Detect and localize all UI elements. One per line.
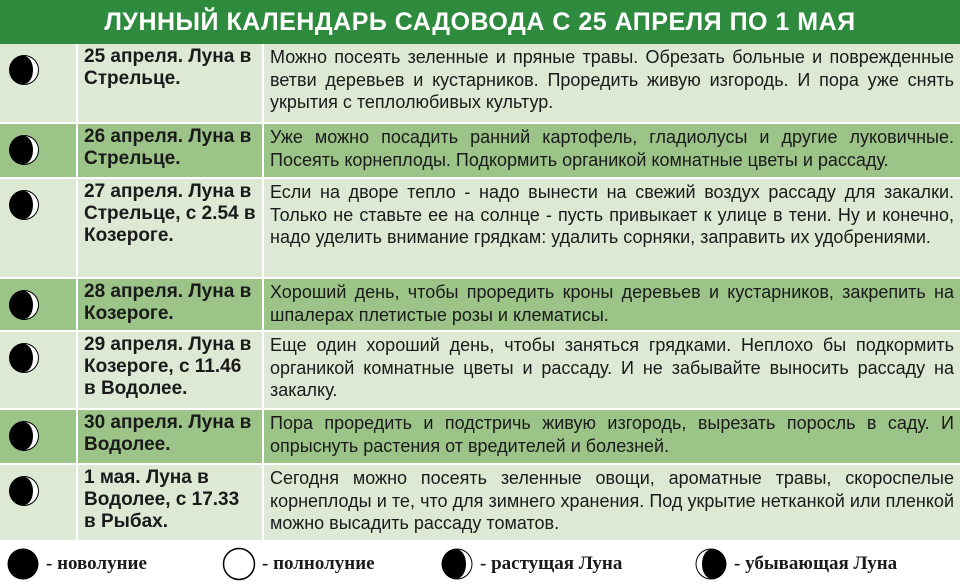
row-text: Уже можно посадить ранний картофель, гладиолусы и другие луковичные. Посеять корнеплоды. Подкормить органикой комнатные цветы и рассаду. [264,124,960,177]
row-date: 26 апреля. Луна в Стрельце. [78,124,264,177]
row-date: 28 апреля. Луна в Козероге. [78,279,264,330]
table-row [0,279,960,332]
moon-cell [0,279,78,330]
legend-label: - новолуние [46,553,147,574]
waning-moon-icon [8,342,40,374]
waning-moon-icon [8,289,40,321]
table-row [0,44,960,124]
table-row [0,410,960,465]
calendar-table [0,44,960,542]
row-text: Если на дворе тепло - надо вынести на свежий воздух рассаду для закалки. Только не ставьте ее на солнце - пусть привыкает к улице в тени. Ну и конечно, надо уделить внимание грядкам: удалить сорняки, заправить их удобрениями. [264,179,960,277]
row-date: 27 апреля. Луна в Стрельце, с 2.54 в Козероге. [78,179,264,277]
legend-label: - растущая Луна [480,553,623,574]
table-row [0,465,960,542]
row-text: Еще один хороший день, чтобы заняться грядками. Неплохо бы подкормить органикой комнатные цветы и рассаду. И не забывайте выносить рассаду на закалку. [264,332,960,408]
row-text: Сегодня можно посеять зеленные овощи, ароматные травы, скороспелые корнеплоды и те, что для зимнего хранения. Под укрытие нетканкой или пленкой можно высадить рассаду томатов. [264,465,960,540]
table-row [0,179,960,279]
waning-moon-icon [8,420,40,452]
row-text: Хороший день, чтобы проредить кроны деревьев и кустарников, закрепить на шпалерах плетистые розы и клематисы. [264,279,960,330]
waning-moon-icon [8,134,40,166]
row-date: 29 апреля. Луна в Козероге, с 11.46 в Водолее. [78,332,264,408]
legend-item-waxing-moon [440,544,622,584]
moon-cell [0,332,78,408]
row-text: Можно посеять зеленные и пряные травы. Обрезать больные и поврежденные ветви деревьев и кустарников. Проредить живую изгородь. И пора уже снять укрытия с теплолюбивых культур. [264,44,960,122]
legend-label: - полнолуние [262,553,375,574]
legend-item-waning-moon [694,544,897,584]
moon-cell [0,179,78,277]
moon-cell [0,465,78,540]
waning-moon-icon [8,475,40,507]
full-moon-icon [222,547,256,581]
row-date: 1 мая. Луна в Водолее, с 17.33 в Рыбах. [78,465,264,540]
moon-cell [0,410,78,463]
waning-moon-icon [8,54,40,86]
waning-moon-icon [8,189,40,221]
legend [0,544,960,584]
moon-cell [0,124,78,177]
waxing-moon-icon [440,547,474,581]
moon-cell [0,44,78,122]
row-date: 25 апреля. Луна в Стрельце. [78,44,264,122]
row-text: Пора проредить и подстричь живую изгородь, вырезать поросль в саду. И опрыснуть растения от вредителей и болезней. [264,410,960,463]
legend-item-full-moon [222,544,375,584]
page-title: ЛУННЫЙ КАЛЕНДАРЬ САДОВОДА С 25 АПРЕЛЯ ПО 1 МАЯ [0,0,960,44]
legend-label: - убывающая Луна [734,553,898,574]
legend-item-new-moon [6,544,147,584]
table-row [0,332,960,410]
table-row [0,124,960,179]
new-moon-icon [6,547,40,581]
row-date: 30 апреля. Луна в Водолее. [78,410,264,463]
waning-moon-icon [694,547,728,581]
